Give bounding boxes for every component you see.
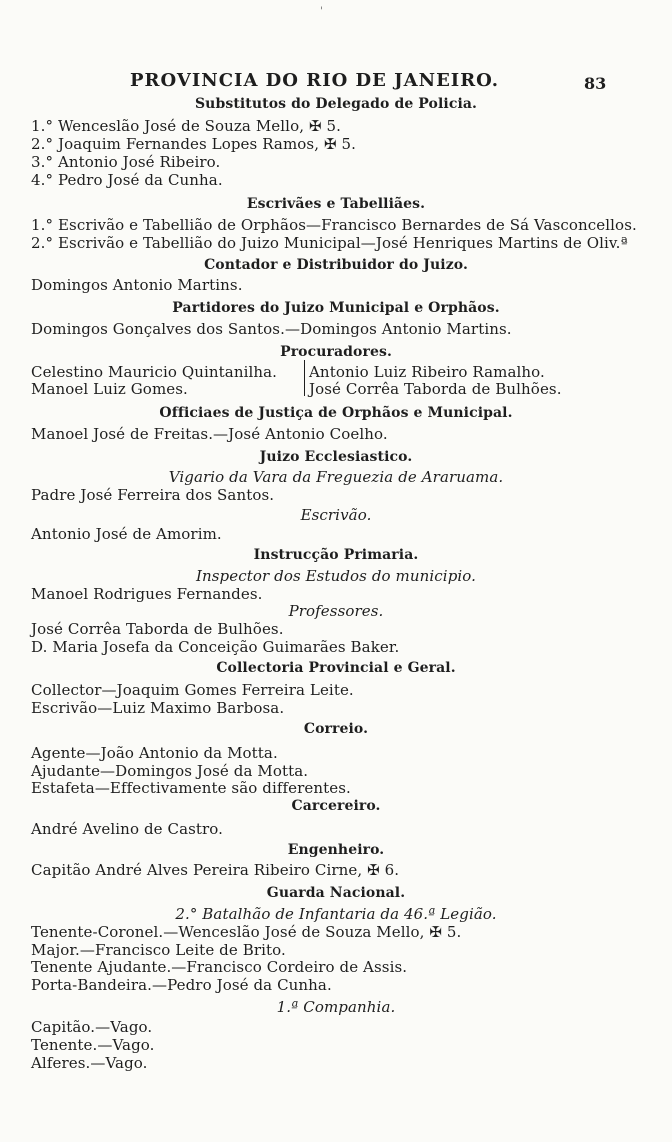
page-title: PROVINCIA DO RIO DE JANEIRO. bbox=[130, 70, 500, 91]
section-heading-officiaes: Officiaes de Justiça de Orphãos e Municipal. bbox=[159, 405, 513, 421]
italic-subheading: Professores. bbox=[288, 602, 384, 620]
section-heading-guarda-nacional: Guarda Nacional. bbox=[266, 885, 406, 901]
section-heading-collectoria: Collectoria Provincial e Geral. bbox=[216, 660, 456, 676]
text-line-right-column: Antonio Luiz Ribeiro Ramalho. bbox=[309, 363, 545, 381]
text-line: Ajudante—Domingos José da Motta. bbox=[31, 762, 309, 780]
text-line: 1.° Wenceslão José de Souza Mello, ✠ 5. bbox=[31, 117, 341, 135]
text-line: 1.° Escrivão e Tabellião de Orphãos—Francisco Bernardes de Sá Vasconcellos. bbox=[31, 216, 637, 234]
text-line: Collector—Joaquim Gomes Ferreira Leite. bbox=[31, 681, 354, 699]
section-heading-escrivaes: Escrivães e Tabelliães. bbox=[246, 196, 426, 212]
text-line-left-column: Celestino Mauricio Quintanilha. bbox=[31, 363, 278, 381]
text-line: Domingos Antonio Martins. bbox=[31, 276, 243, 294]
section-heading-contador: Contador e Distribuidor do Juizo. bbox=[204, 257, 468, 273]
text-line: 4.° Pedro José da Cunha. bbox=[31, 171, 223, 189]
page-mark: ' bbox=[320, 6, 323, 17]
text-line: José Corrêa Taborda de Bulhões. bbox=[31, 620, 284, 638]
text-line: André Avelino de Castro. bbox=[31, 820, 224, 838]
text-line: 2.° Joaquim Fernandes Lopes Ramos, ✠ 5. bbox=[31, 135, 357, 153]
text-line: 2.° Escrivão e Tabellião do Juizo Municipal—José Henriques Martins de Oliv.ª bbox=[31, 234, 628, 252]
text-line: Capitão.—Vago. bbox=[31, 1018, 153, 1036]
section-heading-juizo: Juizo Ecclesiastico. bbox=[259, 449, 413, 465]
text-line: Tenente.—Vago. bbox=[31, 1036, 155, 1054]
page-number: 83 bbox=[584, 74, 607, 93]
text-line: Tenente-Coronel.—Wenceslão José de Souza Mello, ✠ 5. bbox=[31, 923, 462, 941]
text-line: Alferes.—Vago. bbox=[31, 1054, 148, 1072]
text-line: Padre José Ferreira dos Santos. bbox=[31, 486, 275, 504]
text-line: Agente—João Antonio da Motta. bbox=[31, 744, 278, 762]
section-heading-engenheiro: Engenheiro. bbox=[287, 842, 385, 858]
text-line: Tenente Ajudante.—Francisco Cordeiro de Assis. bbox=[31, 958, 408, 976]
text-line: Manoel José de Freitas.—José Antonio Coelho. bbox=[31, 425, 388, 443]
italic-subheading: Inspector dos Estudos do municipio. bbox=[195, 567, 477, 585]
italic-subheading: 2.° Batalhão de Infantaria da 46.ª Legião. bbox=[175, 905, 497, 923]
text-line: Capitão André Alves Pereira Ribeiro Cirne, ✠ 6. bbox=[31, 861, 400, 879]
text-line: 3.° Antonio José Ribeiro. bbox=[31, 153, 221, 171]
italic-subheading: 1.ª Companhia. bbox=[276, 998, 396, 1016]
text-line-right-column: José Corrêa Taborda de Bulhões. bbox=[309, 380, 562, 398]
text-line: Manoel Rodrigues Fernandes. bbox=[31, 585, 263, 603]
text-line: Domingos Gonçalves dos Santos.—Domingos Antonio Martins. bbox=[31, 320, 512, 338]
text-line: Antonio José de Amorim. bbox=[31, 525, 222, 543]
section-heading-correio: Correio. bbox=[303, 721, 369, 737]
italic-subheading: Vigario da Vara da Freguezia de Araruama. bbox=[168, 468, 504, 486]
section-heading-substitutos: Substitutos do Delegado de Policia. bbox=[194, 96, 478, 112]
section-heading-procuradores: Procuradores. bbox=[280, 344, 392, 360]
text-line-left-column: Manoel Luiz Gomes. bbox=[31, 380, 188, 398]
section-heading-instruccao: Instrucção Primaria. bbox=[253, 547, 419, 563]
italic-subheading: Escrivão. bbox=[300, 506, 372, 524]
text-line: D. Maria Josefa da Conceição Guimarães Baker. bbox=[31, 638, 400, 656]
column-divider bbox=[304, 360, 305, 396]
section-heading-carcereiro: Carcereiro. bbox=[291, 798, 381, 814]
section-heading-partidores: Partidores do Juizo Municipal e Orphãos. bbox=[172, 300, 500, 316]
text-line: Porta-Bandeira.—Pedro José da Cunha. bbox=[31, 976, 332, 994]
text-line: Major.—Francisco Leite de Brito. bbox=[31, 941, 286, 959]
text-line: Estafeta—Effectivamente são differentes. bbox=[31, 779, 351, 797]
text-line: Escrivão—Luiz Maximo Barbosa. bbox=[31, 699, 285, 717]
